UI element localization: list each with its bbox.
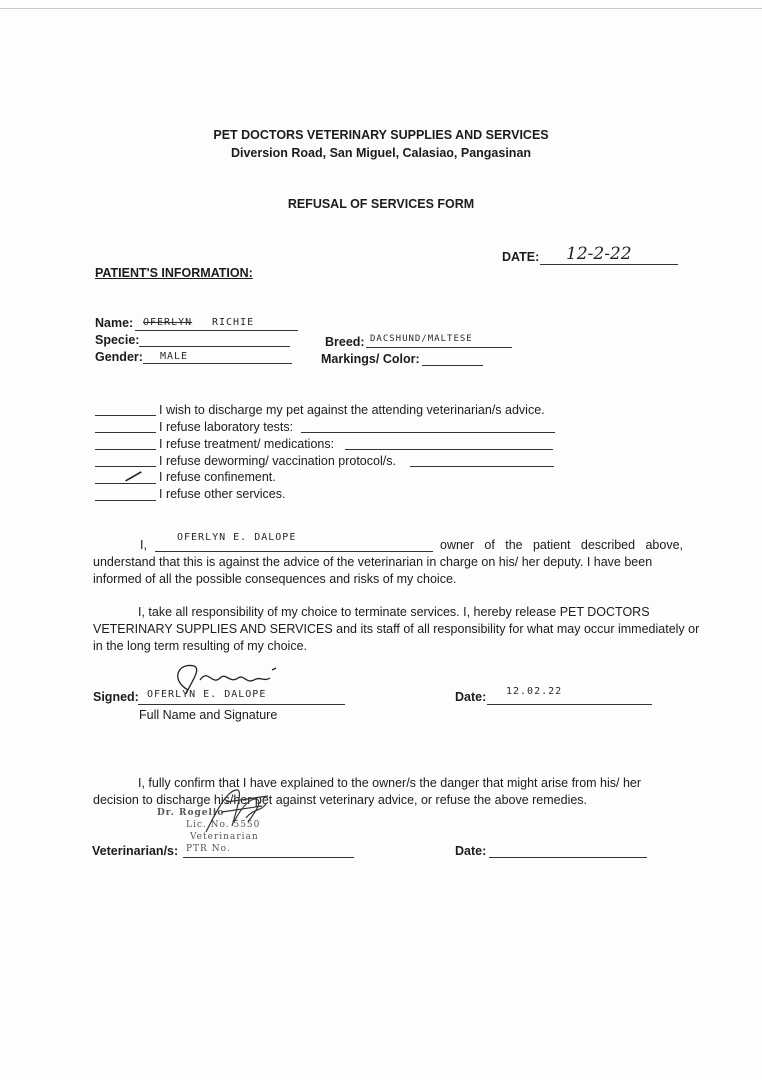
- statement-line2: understand that this is against the advice of the veterinarian in charge on his/ her deputy. I have been: [93, 555, 653, 569]
- refusal-item-5: I refuse confinement.: [159, 470, 276, 484]
- owner-name-value: OFERLYN E. DALOPE: [177, 532, 297, 543]
- release-line3: in the long term resulting of my choice.: [93, 639, 307, 653]
- vet-stamp-license: Lic. No. 5550: [186, 820, 261, 830]
- signed-date-line: [487, 704, 652, 705]
- date-label: DATE:: [502, 250, 540, 264]
- release-line1: I, take all responsibility of my choice to terminate services. I, hereby release PET DOCTORS: [138, 605, 650, 619]
- name-value: RICHIE: [212, 317, 255, 328]
- refusal-item-2: I refuse laboratory tests:: [159, 420, 294, 434]
- vet-line: [183, 857, 354, 858]
- refusal-item-4: I refuse deworming/ vaccination protocol/s.: [159, 454, 396, 468]
- form-title: REFUSAL OF SERVICES FORM: [287, 197, 475, 211]
- breed-value: DACSHUND/MALTESE: [370, 334, 473, 344]
- vet-stamp-title: Veterinarian: [190, 832, 259, 842]
- refusal-blank-4: [95, 466, 156, 467]
- refusal-blank-6: [95, 500, 156, 501]
- refusal-check-5: /: [122, 462, 146, 490]
- vet-label: Veterinarian/s:: [92, 844, 179, 858]
- markings-label: Markings/ Color:: [321, 352, 420, 366]
- signed-date-value: 12.02.22: [506, 686, 563, 697]
- vet-date-label: Date:: [455, 844, 487, 858]
- scan-top-edge: [0, 8, 762, 9]
- vet-date-line: [489, 857, 647, 858]
- refusal-blank-1: [95, 415, 156, 416]
- gender-value: MALE: [160, 351, 189, 362]
- statement-line1-rest: owner of the patient described above,: [440, 538, 683, 552]
- gender-label: Gender:: [95, 350, 143, 364]
- signed-line: [138, 704, 345, 705]
- vet-signature-scribble: [196, 782, 286, 842]
- refusal-detail-line-3: [345, 449, 553, 450]
- clinic-name: PET DOCTORS VETERINARY SUPPLIES AND SERVICES: [213, 128, 549, 142]
- signed-label: Signed:: [93, 690, 139, 704]
- breed-label: Breed:: [325, 335, 365, 349]
- refusal-blank-2: [95, 432, 156, 433]
- specie-line: [139, 346, 290, 347]
- statement-line3: informed of all the possible consequences and risks of my choice.: [93, 572, 457, 586]
- refusal-item-6: I refuse other services.: [159, 487, 286, 501]
- patient-section-label: PATIENT'S INFORMATION:: [95, 266, 253, 280]
- name-struck-value: OFERLYN: [143, 317, 193, 328]
- specie-label: Specie:: [95, 333, 140, 347]
- vet-stamp-name: Dr. Rogelio: [157, 808, 225, 818]
- refusal-detail-line-2: [301, 432, 555, 433]
- statement-prefix: I,: [140, 538, 147, 552]
- owner-name-line: [155, 551, 433, 552]
- clinic-address: Diversion Road, San Miguel, Calasiao, Pangasinan: [230, 146, 532, 160]
- confirm-line1: I, fully confirm that I have explained to the owner/s the danger that might arise from his/ her: [138, 776, 642, 790]
- refusal-item-1: I wish to discharge my pet against the attending veterinarian/s advice.: [159, 403, 545, 417]
- refusal-item-3: I refuse treatment/ medications:: [159, 437, 335, 451]
- markings-line: [422, 365, 483, 366]
- gender-line: [143, 363, 292, 364]
- date-line: [540, 264, 678, 265]
- signed-value: OFERLYN E. DALOPE: [147, 689, 267, 700]
- release-line2: VETERINARY SUPPLIES AND SERVICES and its staff of all responsibility for what may occur immediately or: [93, 622, 700, 636]
- signed-date-label: Date:: [455, 690, 487, 704]
- signed-caption: Full Name and Signature: [139, 708, 278, 722]
- refusal-blank-3: [95, 449, 156, 450]
- vet-stamp-ptr: PTR No.: [186, 844, 231, 854]
- name-line: [135, 330, 298, 331]
- breed-line: [366, 347, 512, 348]
- refusal-detail-line-4: [410, 466, 554, 467]
- name-label: Name:: [95, 316, 134, 330]
- date-value: 12-2-22: [566, 244, 632, 264]
- confirm-line2: decision to discharge his/her pet against veterinary advice, or refuse the above remedies.: [93, 793, 588, 807]
